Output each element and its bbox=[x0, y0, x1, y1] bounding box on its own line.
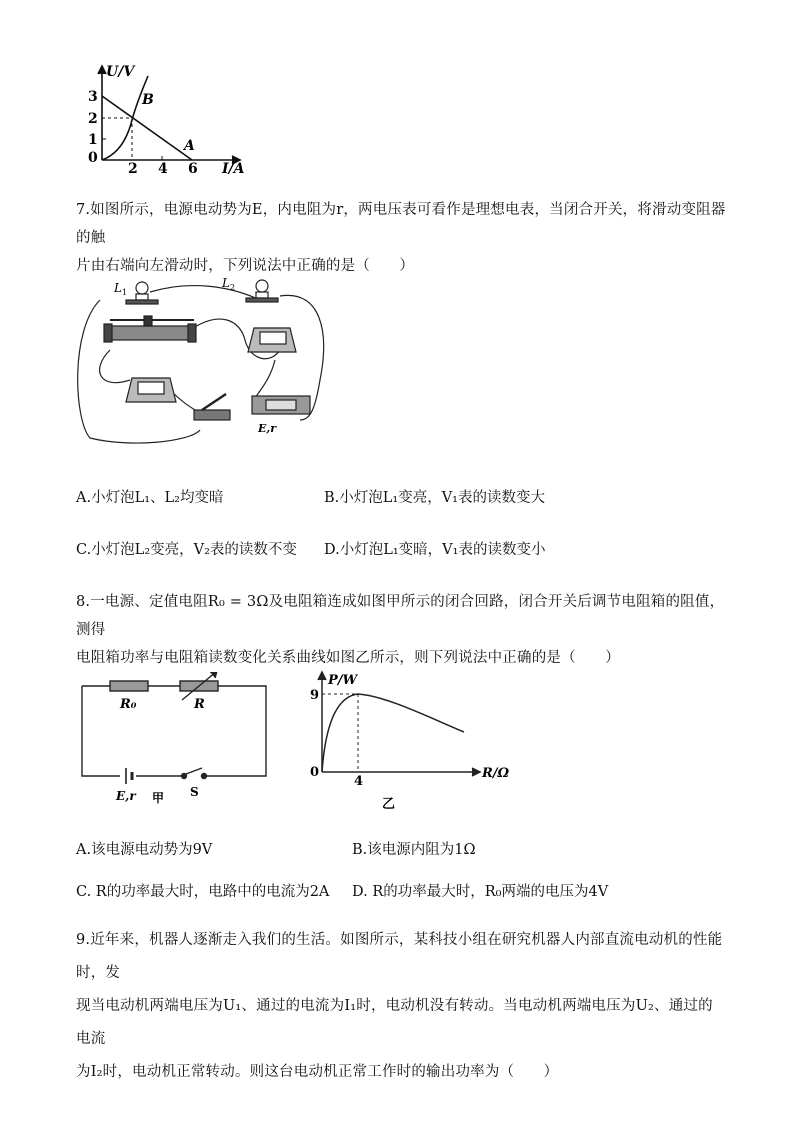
source-label: E,r bbox=[258, 422, 277, 435]
q8-stem bbox=[76, 588, 726, 672]
q8-line1: 8.一电源、定值电阻R₀ = 3Ω及电阻箱连成如图甲所示的闭合回路，闭合开关后调节电阻箱的阻值，测得 bbox=[76, 594, 725, 638]
y-axis-arrow bbox=[98, 66, 106, 74]
ui-graph bbox=[82, 62, 262, 174]
q7-stem bbox=[76, 196, 726, 280]
q9-line3: 为I₂时，电动机正常转动。则这台电动机正常工作时的输出功率为（ ） bbox=[76, 1064, 559, 1080]
l2-label: L bbox=[222, 276, 230, 290]
y-tick-1: 1 bbox=[88, 132, 98, 148]
switch-s bbox=[186, 768, 202, 774]
y-axis-label: U/V bbox=[106, 64, 135, 80]
l1-sub: 1 bbox=[122, 288, 128, 297]
origin-label: 0 bbox=[88, 150, 98, 166]
wire-lower-left bbox=[100, 350, 130, 383]
q9-stem bbox=[76, 924, 726, 1089]
q7-circuit-figure bbox=[70, 270, 340, 448]
l1-label: L bbox=[114, 281, 122, 295]
l2-sub: 2 bbox=[230, 283, 236, 292]
q8-circuit-jia bbox=[76, 672, 276, 812]
q9-line2: 现当电动机两端电压为U₁、通过的电流为I₁时，电动机没有转动。当电动机两端电压为U₂、通过的电流 bbox=[76, 998, 713, 1047]
switch-label: S bbox=[190, 785, 199, 799]
y-tick-3: 3 bbox=[88, 89, 98, 105]
q8-graph-yi bbox=[306, 666, 518, 816]
q7-option-b[interactable]: B.小灯泡L₁变亮，V₁表的读数变大 bbox=[324, 490, 545, 506]
bulb-l1 bbox=[136, 282, 148, 294]
curve-a-label: A bbox=[184, 138, 195, 154]
y-axis-label: P/W bbox=[328, 673, 358, 688]
q7-option-a[interactable]: A.小灯泡L₁、L₂均变暗 bbox=[76, 490, 224, 506]
wire-v2 bbox=[255, 360, 275, 398]
q8-line2: 电阻箱功率与电阻箱读数变化关系曲线如图乙所示，则下列说法中正确的是（ ） bbox=[76, 650, 620, 666]
wire-outer-left bbox=[78, 300, 200, 443]
x-tick-4: 4 bbox=[354, 774, 364, 789]
curve-b-label: B bbox=[142, 92, 154, 108]
x-tick-6: 6 bbox=[188, 161, 198, 174]
y-tick-9: 9 bbox=[310, 688, 320, 703]
x-tick-4: 4 bbox=[158, 161, 168, 174]
wire-top bbox=[150, 286, 260, 300]
q7-line1: 7.如图所示，电源电动势为E，内电阻为r，两电压表可看作是理想电表，当闭合开关，将滑动变阻器的触 bbox=[76, 202, 726, 246]
x-axis-label: I/A bbox=[222, 161, 245, 174]
origin-label: 0 bbox=[310, 765, 320, 780]
q9-line1: 9.近年来，机器人逐渐走入我们的生活。如图所示，某科技小组在研究机器人内部直流电动机的性能时，发 bbox=[76, 932, 723, 981]
x-axis-label: R/Ω bbox=[482, 766, 510, 781]
q7-line2: 片由右端向左滑动时，下列说法中正确的是（ ） bbox=[76, 258, 415, 274]
y-tick-2: 2 bbox=[88, 111, 98, 127]
switch bbox=[194, 410, 230, 420]
q8-option-d[interactable]: D. R的功率最大时，R₀两端的电压为4V bbox=[352, 884, 609, 900]
source-label: E,r bbox=[116, 789, 136, 803]
resistor-r0 bbox=[110, 681, 148, 691]
x-tick-2: 2 bbox=[128, 161, 138, 174]
bulb-l2 bbox=[256, 280, 268, 292]
caption-jia: 甲 bbox=[152, 791, 165, 805]
q8-option-a[interactable]: A.该电源电动势为9V bbox=[76, 842, 213, 858]
r0-label: R₀ bbox=[120, 697, 137, 712]
q7-option-d[interactable]: D.小灯泡L₁变暗，V₁表的读数变小 bbox=[324, 542, 546, 558]
r-label: R bbox=[194, 697, 205, 712]
rheostat bbox=[110, 326, 190, 340]
q8-option-b[interactable]: B.该电源内阻为1Ω bbox=[352, 842, 476, 858]
power-curve bbox=[322, 694, 464, 772]
q7-option-c[interactable]: C.小灯泡L₂变亮，V₂表的读数不变 bbox=[76, 542, 297, 558]
caption-yi: 乙 bbox=[382, 797, 396, 812]
q8-option-c[interactable]: C. R的功率最大时，电路中的电流为2A bbox=[76, 884, 330, 900]
